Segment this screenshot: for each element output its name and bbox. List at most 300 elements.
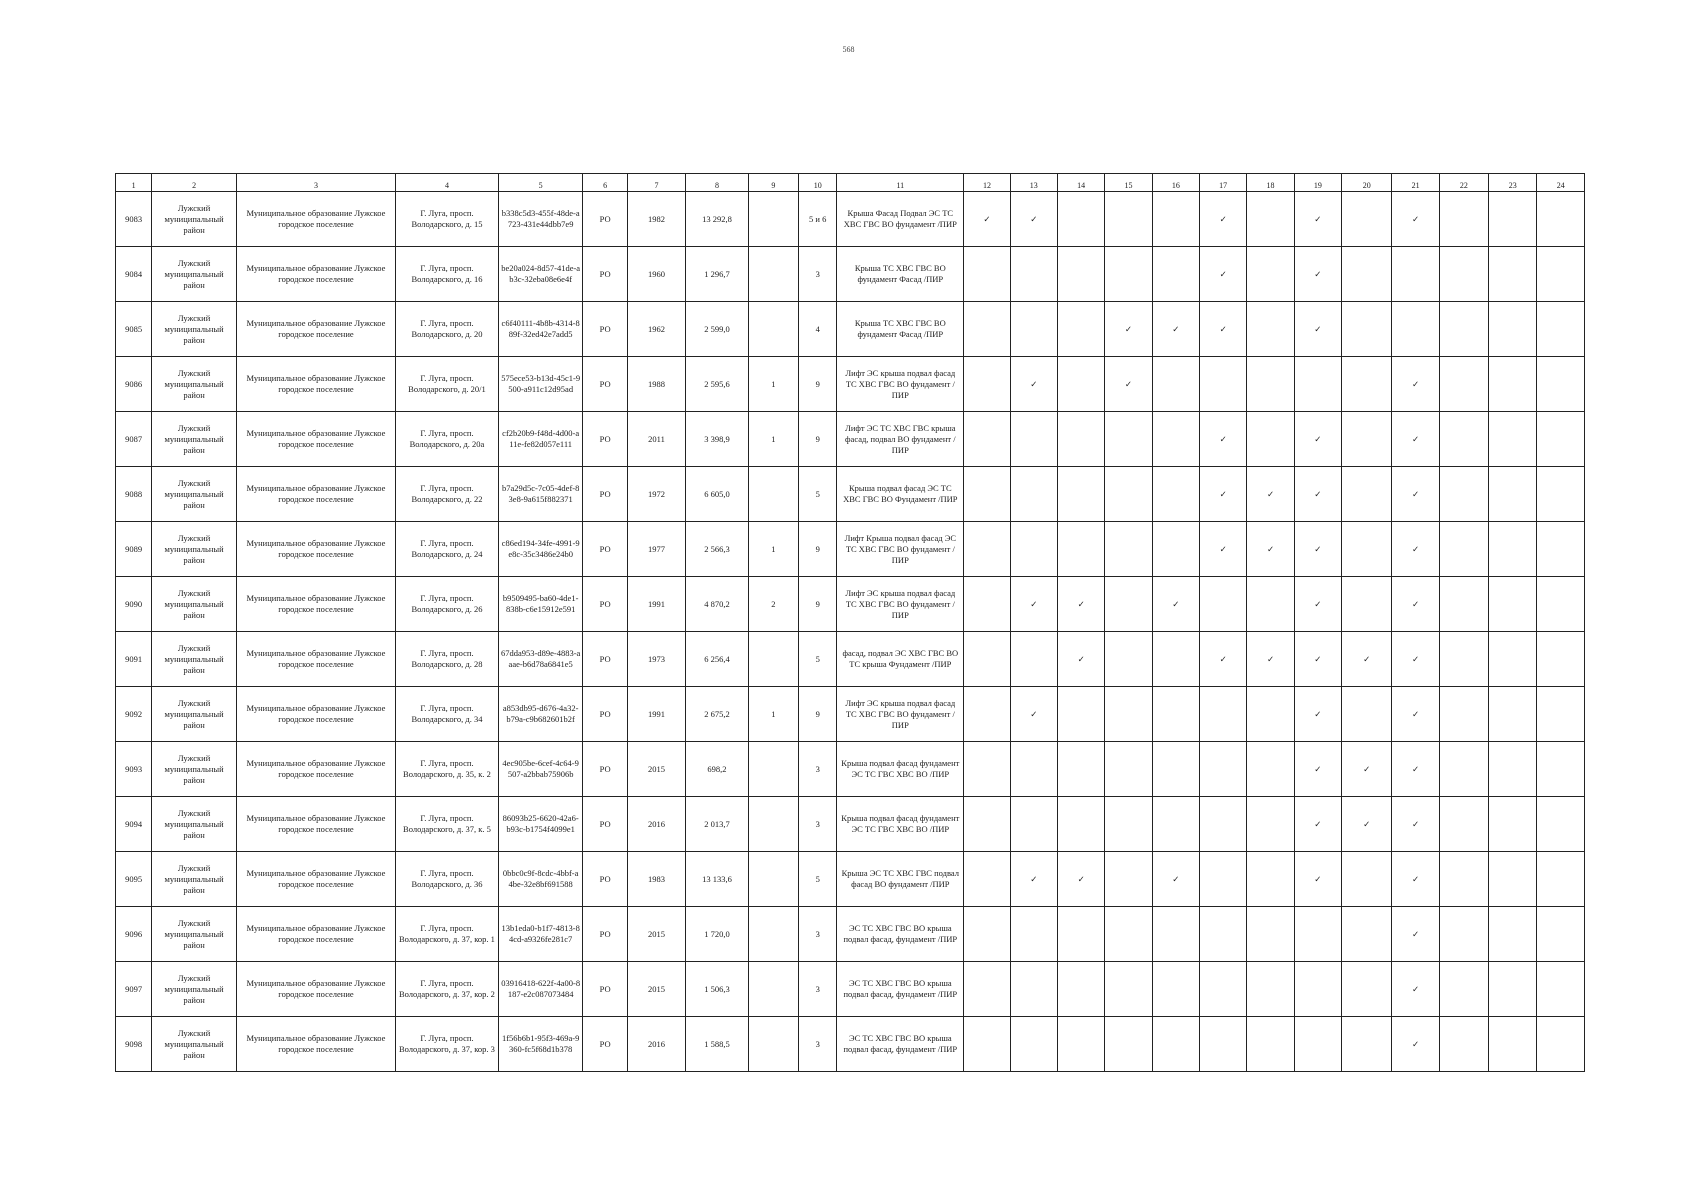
table-row: [116, 1017, 1585, 1072]
year-cell: 1983: [627, 852, 685, 907]
area-cell: 13 133,6: [686, 852, 748, 907]
district-cell: Лужский муниципальный район: [152, 742, 237, 797]
empty-cell: [1294, 357, 1341, 412]
address-cell: Г. Луга, просп. Володарского, д. 35, к. 2: [396, 742, 499, 797]
empty-cell: [1057, 1017, 1104, 1072]
empty-cell: [1342, 687, 1392, 742]
empty-cell: [1105, 192, 1152, 247]
municipality-cell: Муниципальное образование Лужское городское поселение: [236, 302, 395, 357]
type-cell: РО: [583, 687, 627, 742]
year-cell: 1973: [627, 632, 685, 687]
check-mark-icon: ✓: [1342, 797, 1392, 852]
address-cell: Г. Луга, просп. Володарского, д. 22: [396, 467, 499, 522]
table-row: [116, 687, 1585, 742]
check-mark-icon: ✓: [1294, 192, 1341, 247]
empty-cell: [1057, 962, 1104, 1017]
column-header: 7: [627, 174, 685, 192]
guid-cell: be20a024-8d57-41de-ab3c-32eba08e6e4f: [498, 247, 583, 302]
row-number-cell: 9091: [116, 632, 152, 687]
row-number-cell: 9090: [116, 577, 152, 632]
column-header: 5: [498, 174, 583, 192]
col9-cell: [748, 302, 798, 357]
row-number-cell: 9088: [116, 467, 152, 522]
column-header: 8: [686, 174, 748, 192]
check-mark-icon: ✓: [1392, 742, 1439, 797]
empty-cell: [1537, 852, 1585, 907]
address-cell: Г. Луга, просп. Володарского, д. 37, к. 5: [396, 797, 499, 852]
empty-cell: [1105, 907, 1152, 962]
floors-cell: 9: [799, 687, 837, 742]
empty-cell: [1247, 1017, 1294, 1072]
type-cell: РО: [583, 632, 627, 687]
check-mark-icon: ✓: [1392, 1017, 1439, 1072]
works-cell: Крыша Фасад Подвал ЭС ТС ХВС ГВС ВО фундамент /ПИР: [837, 192, 964, 247]
empty-cell: [1010, 962, 1057, 1017]
year-cell: 1991: [627, 577, 685, 632]
empty-cell: [1439, 1017, 1488, 1072]
type-cell: РО: [583, 797, 627, 852]
column-header: 4: [396, 174, 499, 192]
guid-cell: 13b1eda0-b1f7-4813-84cd-a9326fe281c7: [498, 907, 583, 962]
check-mark-icon: ✓: [1010, 577, 1057, 632]
empty-cell: [1010, 742, 1057, 797]
works-cell: Лифт ЭС крыша подвал фасад ТС ХВС ГВС ВО фундамент /ПИР: [837, 357, 964, 412]
empty-cell: [1010, 247, 1057, 302]
empty-cell: [1200, 797, 1247, 852]
empty-cell: [1057, 302, 1104, 357]
empty-cell: [1489, 412, 1537, 467]
empty-cell: [1537, 467, 1585, 522]
check-mark-icon: ✓: [1294, 687, 1341, 742]
check-mark-icon: ✓: [1105, 302, 1152, 357]
empty-cell: [1489, 302, 1537, 357]
empty-cell: [1537, 687, 1585, 742]
guid-cell: 1f56b6b1-95f3-469a-9360-fc5f68d1b378: [498, 1017, 583, 1072]
empty-cell: [1439, 687, 1488, 742]
guid-cell: 575ece53-b13d-45c1-9500-a911c12d95ad: [498, 357, 583, 412]
floors-cell: 9: [799, 522, 837, 577]
row-number-cell: 9086: [116, 357, 152, 412]
year-cell: 1977: [627, 522, 685, 577]
guid-cell: 0bbc0c9f-8cdc-4bbf-a4be-32e8bf691588: [498, 852, 583, 907]
district-cell: Лужский муниципальный район: [152, 577, 237, 632]
floors-cell: 9: [799, 412, 837, 467]
check-mark-icon: ✓: [1247, 522, 1294, 577]
empty-cell: [1537, 742, 1585, 797]
works-cell: Лифт ЭС крыша подвал фасад ТС ХВС ГВС ВО фундамент /ПИР: [837, 577, 964, 632]
works-cell: ЭС ТС ХВС ГВС ВО крыша подвал фасад, фундамент /ПИР: [837, 907, 964, 962]
row-number-cell: 9089: [116, 522, 152, 577]
year-cell: 2015: [627, 742, 685, 797]
works-cell: Крыша подвал фасад ЭС ТС ХВС ГВС ВО Фундамент /ПИР: [837, 467, 964, 522]
municipality-cell: Муниципальное образование Лужское городское поселение: [236, 742, 395, 797]
empty-cell: [1342, 192, 1392, 247]
type-cell: РО: [583, 852, 627, 907]
column-header: 22: [1439, 174, 1488, 192]
empty-cell: [1247, 247, 1294, 302]
col9-cell: [748, 852, 798, 907]
municipality-cell: Муниципальное образование Лужское городское поселение: [236, 412, 395, 467]
type-cell: РО: [583, 962, 627, 1017]
empty-cell: [1247, 907, 1294, 962]
empty-cell: [964, 467, 1010, 522]
empty-cell: [1537, 907, 1585, 962]
type-cell: РО: [583, 907, 627, 962]
empty-cell: [1152, 907, 1199, 962]
empty-cell: [1105, 797, 1152, 852]
col9-cell: 1: [748, 412, 798, 467]
guid-cell: 03916418-622f-4a00-8187-e2c087073484: [498, 962, 583, 1017]
guid-cell: b338c5d3-455f-48de-a723-431e44dbb7e9: [498, 192, 583, 247]
check-mark-icon: ✓: [1342, 742, 1392, 797]
column-header: 17: [1200, 174, 1247, 192]
municipality-cell: Муниципальное образование Лужское городское поселение: [236, 687, 395, 742]
municipality-cell: Муниципальное образование Лужское городское поселение: [236, 962, 395, 1017]
guid-cell: 86093b25-6620-42a6-b93c-b1754f4099e1: [498, 797, 583, 852]
floors-cell: 3: [799, 247, 837, 302]
column-header: 12: [964, 174, 1010, 192]
empty-cell: [1152, 1017, 1199, 1072]
empty-cell: [1439, 467, 1488, 522]
empty-cell: [1489, 632, 1537, 687]
floors-cell: 3: [799, 962, 837, 1017]
empty-cell: [1010, 522, 1057, 577]
guid-cell: b7a29d5c-7c05-4def-83e8-9a615f882371: [498, 467, 583, 522]
empty-cell: [1010, 632, 1057, 687]
check-mark-icon: ✓: [1152, 302, 1199, 357]
empty-cell: [1439, 632, 1488, 687]
empty-cell: [1105, 742, 1152, 797]
municipality-cell: Муниципальное образование Лужское городское поселение: [236, 632, 395, 687]
district-cell: Лужский муниципальный район: [152, 632, 237, 687]
check-mark-icon: ✓: [1200, 467, 1247, 522]
empty-cell: [1537, 412, 1585, 467]
empty-cell: [1537, 192, 1585, 247]
col9-cell: [748, 907, 798, 962]
check-mark-icon: ✓: [1247, 467, 1294, 522]
check-mark-icon: ✓: [1392, 632, 1439, 687]
empty-cell: [1439, 852, 1488, 907]
municipality-cell: Муниципальное образование Лужское городское поселение: [236, 1017, 395, 1072]
address-cell: Г. Луга, просп. Володарского, д. 16: [396, 247, 499, 302]
floors-cell: 3: [799, 742, 837, 797]
empty-cell: [1439, 522, 1488, 577]
empty-cell: [1200, 852, 1247, 907]
floors-cell: 3: [799, 797, 837, 852]
column-header: 11: [837, 174, 964, 192]
address-cell: Г. Луга, просп. Володарского, д. 26: [396, 577, 499, 632]
column-header: 3: [236, 174, 395, 192]
col9-cell: [748, 192, 798, 247]
check-mark-icon: ✓: [1392, 962, 1439, 1017]
row-number-cell: 9097: [116, 962, 152, 1017]
empty-cell: [964, 907, 1010, 962]
year-cell: 2011: [627, 412, 685, 467]
empty-cell: [1439, 962, 1488, 1017]
empty-cell: [1105, 1017, 1152, 1072]
district-cell: Лужский муниципальный район: [152, 302, 237, 357]
empty-cell: [1342, 247, 1392, 302]
table-row: [116, 192, 1585, 247]
works-cell: фасад, подвал ЭС ХВС ГВС ВО ТС крыша Фундамент /ПИР: [837, 632, 964, 687]
empty-cell: [1152, 357, 1199, 412]
table-row: [116, 797, 1585, 852]
empty-cell: [1152, 522, 1199, 577]
area-cell: 1 588,5: [686, 1017, 748, 1072]
area-cell: 13 292,8: [686, 192, 748, 247]
empty-cell: [1489, 522, 1537, 577]
municipality-cell: Муниципальное образование Лужское городское поселение: [236, 907, 395, 962]
address-cell: Г. Луга, просп. Володарского, д. 36: [396, 852, 499, 907]
check-mark-icon: ✓: [1392, 522, 1439, 577]
area-cell: 1 296,7: [686, 247, 748, 302]
empty-cell: [1247, 302, 1294, 357]
empty-cell: [1057, 247, 1104, 302]
column-header: 15: [1105, 174, 1152, 192]
check-mark-icon: ✓: [1200, 302, 1247, 357]
area-cell: 2 595,6: [686, 357, 748, 412]
area-cell: 1 720,0: [686, 907, 748, 962]
column-header: 24: [1537, 174, 1585, 192]
check-mark-icon: ✓: [1057, 852, 1104, 907]
empty-cell: [1294, 962, 1341, 1017]
type-cell: РО: [583, 577, 627, 632]
check-mark-icon: ✓: [1152, 852, 1199, 907]
empty-cell: [1537, 797, 1585, 852]
area-cell: 6 256,4: [686, 632, 748, 687]
column-header: 20: [1342, 174, 1392, 192]
table-row: [116, 357, 1585, 412]
check-mark-icon: ✓: [1105, 357, 1152, 412]
empty-cell: [1342, 962, 1392, 1017]
municipality-cell: Муниципальное образование Лужское городское поселение: [236, 247, 395, 302]
check-mark-icon: ✓: [1294, 522, 1341, 577]
empty-cell: [964, 1017, 1010, 1072]
district-cell: Лужский муниципальный район: [152, 962, 237, 1017]
table-row: [116, 467, 1585, 522]
table-row: [116, 412, 1585, 467]
empty-cell: [1057, 192, 1104, 247]
empty-cell: [1105, 852, 1152, 907]
check-mark-icon: ✓: [1057, 632, 1104, 687]
floors-cell: 5: [799, 467, 837, 522]
district-cell: Лужский муниципальный район: [152, 247, 237, 302]
check-mark-icon: ✓: [1294, 412, 1341, 467]
empty-cell: [1342, 852, 1392, 907]
check-mark-icon: ✓: [1392, 687, 1439, 742]
check-mark-icon: ✓: [1294, 302, 1341, 357]
empty-cell: [964, 357, 1010, 412]
address-cell: Г. Луга, просп. Володарского, д. 37, кор. 2: [396, 962, 499, 1017]
floors-cell: 5: [799, 632, 837, 687]
empty-cell: [1537, 357, 1585, 412]
empty-cell: [1537, 247, 1585, 302]
floors-cell: 5 и 6: [799, 192, 837, 247]
check-mark-icon: ✓: [1392, 907, 1439, 962]
municipality-cell: Муниципальное образование Лужское городское поселение: [236, 797, 395, 852]
empty-cell: [964, 522, 1010, 577]
empty-cell: [1247, 852, 1294, 907]
empty-cell: [1057, 687, 1104, 742]
table-row: [116, 852, 1585, 907]
empty-cell: [1152, 192, 1199, 247]
municipality-cell: Муниципальное образование Лужское городское поселение: [236, 357, 395, 412]
year-cell: 2015: [627, 962, 685, 1017]
empty-cell: [1105, 577, 1152, 632]
column-header: 23: [1489, 174, 1537, 192]
year-cell: 1991: [627, 687, 685, 742]
empty-cell: [1537, 962, 1585, 1017]
column-header: 19: [1294, 174, 1341, 192]
empty-cell: [1105, 632, 1152, 687]
floors-cell: 9: [799, 577, 837, 632]
empty-cell: [1537, 632, 1585, 687]
table-body: [116, 192, 1585, 1072]
municipality-cell: Муниципальное образование Лужское городское поселение: [236, 577, 395, 632]
empty-cell: [1105, 962, 1152, 1017]
guid-cell: 4ec905be-6cef-4c64-9507-a2bbab75906b: [498, 742, 583, 797]
works-cell: Лифт ЭС крыша подвал фасад ТС ХВС ГВС ВО фундамент /ПИР: [837, 687, 964, 742]
empty-cell: [1294, 907, 1341, 962]
column-header: 13: [1010, 174, 1057, 192]
empty-cell: [1489, 907, 1537, 962]
empty-cell: [1439, 742, 1488, 797]
table-row: [116, 742, 1585, 797]
column-header: 14: [1057, 174, 1104, 192]
empty-cell: [1200, 742, 1247, 797]
empty-cell: [1537, 302, 1585, 357]
district-cell: Лужский муниципальный район: [152, 852, 237, 907]
empty-cell: [1010, 467, 1057, 522]
floors-cell: 3: [799, 1017, 837, 1072]
address-cell: Г. Луга, просп. Володарского, д. 15: [396, 192, 499, 247]
check-mark-icon: ✓: [964, 192, 1010, 247]
empty-cell: [1294, 1017, 1341, 1072]
empty-cell: [1342, 577, 1392, 632]
row-number-cell: 9087: [116, 412, 152, 467]
page-number: 568: [842, 45, 855, 54]
check-mark-icon: ✓: [1392, 852, 1439, 907]
empty-cell: [1200, 357, 1247, 412]
col9-cell: [748, 797, 798, 852]
municipality-cell: Муниципальное образование Лужское городское поселение: [236, 852, 395, 907]
empty-cell: [964, 302, 1010, 357]
empty-cell: [964, 247, 1010, 302]
empty-cell: [1489, 797, 1537, 852]
col9-cell: 1: [748, 522, 798, 577]
area-cell: 2 566,3: [686, 522, 748, 577]
address-cell: Г. Луга, просп. Володарского, д. 24: [396, 522, 499, 577]
column-header: 9: [748, 174, 798, 192]
empty-cell: [1152, 412, 1199, 467]
empty-cell: [1439, 247, 1488, 302]
empty-cell: [1439, 192, 1488, 247]
column-header: 1: [116, 174, 152, 192]
empty-cell: [1247, 192, 1294, 247]
works-cell: Лифт ЭС ТС ХВС ГВС крыша фасад, подвал ВО фундамент /ПИР: [837, 412, 964, 467]
works-cell: Крыша ЭС ТС ХВС ГВС подвал фасад ВО фундамент /ПИР: [837, 852, 964, 907]
empty-cell: [1342, 302, 1392, 357]
empty-cell: [1247, 742, 1294, 797]
check-mark-icon: ✓: [1010, 852, 1057, 907]
check-mark-icon: ✓: [1200, 247, 1247, 302]
empty-cell: [1200, 687, 1247, 742]
municipality-cell: Муниципальное образование Лужское городское поселение: [236, 522, 395, 577]
empty-cell: [1152, 797, 1199, 852]
floors-cell: 4: [799, 302, 837, 357]
empty-cell: [1247, 412, 1294, 467]
col9-cell: 1: [748, 687, 798, 742]
empty-cell: [1392, 247, 1439, 302]
empty-cell: [1057, 742, 1104, 797]
column-header: 10: [799, 174, 837, 192]
area-cell: 2 675,2: [686, 687, 748, 742]
type-cell: РО: [583, 192, 627, 247]
empty-cell: [1342, 522, 1392, 577]
empty-cell: [1439, 357, 1488, 412]
row-number-cell: 9094: [116, 797, 152, 852]
empty-cell: [1247, 687, 1294, 742]
type-cell: РО: [583, 1017, 627, 1072]
empty-cell: [1057, 522, 1104, 577]
table-row: [116, 247, 1585, 302]
check-mark-icon: ✓: [1294, 577, 1341, 632]
check-mark-icon: ✓: [1294, 467, 1341, 522]
area-cell: 2 013,7: [686, 797, 748, 852]
table-row: [116, 962, 1585, 1017]
empty-cell: [1537, 1017, 1585, 1072]
col9-cell: [748, 247, 798, 302]
check-mark-icon: ✓: [1392, 797, 1439, 852]
table-row: [116, 302, 1585, 357]
empty-cell: [964, 632, 1010, 687]
guid-cell: cf2b20b9-f48d-4d00-a11e-fe82d057e111: [498, 412, 583, 467]
empty-cell: [964, 797, 1010, 852]
works-cell: Крыша ТС ХВС ГВС ВО фундамент Фасад /ПИР: [837, 302, 964, 357]
empty-cell: [1057, 357, 1104, 412]
row-number-cell: 9096: [116, 907, 152, 962]
works-cell: ЭС ТС ХВС ГВС ВО крыша подвал фасад, фундамент /ПИР: [837, 962, 964, 1017]
empty-cell: [1489, 357, 1537, 412]
column-header: 2: [152, 174, 237, 192]
check-mark-icon: ✓: [1392, 192, 1439, 247]
type-cell: РО: [583, 467, 627, 522]
area-cell: 6 605,0: [686, 467, 748, 522]
check-mark-icon: ✓: [1294, 797, 1341, 852]
empty-cell: [1152, 632, 1199, 687]
type-cell: РО: [583, 522, 627, 577]
empty-cell: [1057, 797, 1104, 852]
col9-cell: [748, 632, 798, 687]
type-cell: РО: [583, 302, 627, 357]
year-cell: 1962: [627, 302, 685, 357]
empty-cell: [1200, 577, 1247, 632]
area-cell: 698,2: [686, 742, 748, 797]
year-cell: 1988: [627, 357, 685, 412]
area-cell: 2 599,0: [686, 302, 748, 357]
area-cell: 3 398,9: [686, 412, 748, 467]
area-cell: 4 870,2: [686, 577, 748, 632]
year-cell: 2016: [627, 1017, 685, 1072]
empty-cell: [1342, 412, 1392, 467]
guid-cell: c86ed194-34fe-4991-9e8c-35c3486e24b0: [498, 522, 583, 577]
empty-cell: [1489, 192, 1537, 247]
empty-cell: [1247, 577, 1294, 632]
check-mark-icon: ✓: [1010, 357, 1057, 412]
check-mark-icon: ✓: [1294, 632, 1341, 687]
empty-cell: [1105, 522, 1152, 577]
empty-cell: [1489, 1017, 1537, 1072]
